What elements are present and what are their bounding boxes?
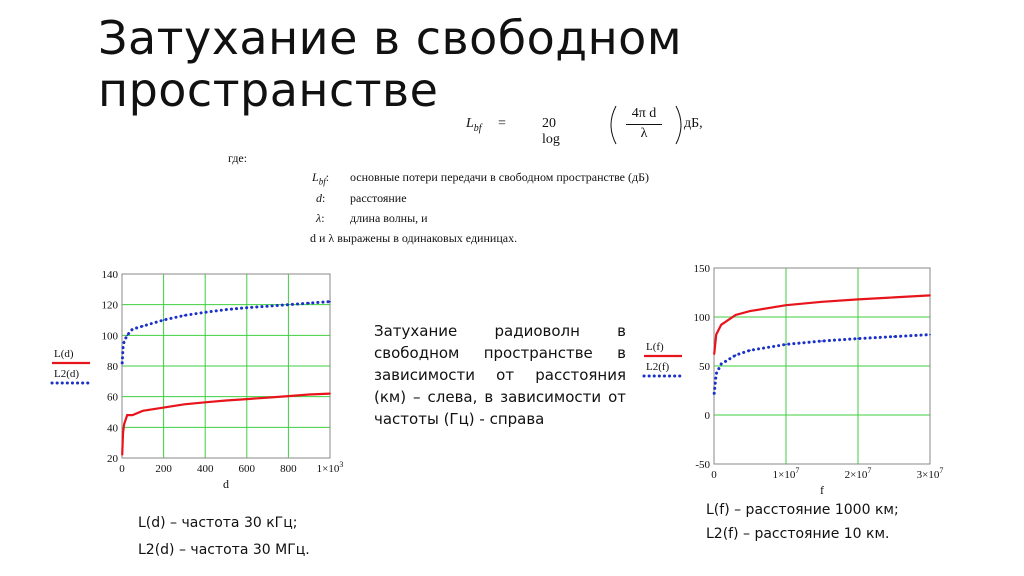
data-point	[123, 423, 125, 425]
data-point	[735, 354, 737, 356]
y-tick-label: 50	[699, 361, 710, 373]
data-point	[749, 310, 751, 312]
data-point	[123, 341, 125, 343]
x-tick-label: $1\times 10^3$	[316, 460, 344, 475]
x-tick-label: 600	[238, 463, 256, 475]
data-point	[929, 334, 931, 336]
data-point	[122, 347, 124, 349]
y-tick-label: 40	[107, 422, 118, 435]
data-point	[121, 454, 123, 456]
formula-unit: дБ,	[684, 116, 703, 131]
data-point	[204, 402, 206, 404]
series-line-2	[122, 302, 330, 363]
caption-right-1: L(f) – расстояние 1000 км;	[706, 502, 899, 518]
data-point	[267, 397, 269, 399]
data-point	[713, 393, 715, 395]
data-point	[132, 414, 134, 416]
y-tick-label: 0	[704, 410, 710, 422]
description: Затухание радиоволн в свободном пространстве в зависимости от расстояния (км) – слева, в зависимости от частоты (Гц) - справа	[374, 322, 626, 428]
data-point	[122, 433, 124, 435]
where-label: где:	[228, 151, 248, 165]
data-point	[720, 363, 722, 365]
slide-title: Затухание в свободном пространстве	[98, 11, 683, 117]
data-point	[142, 410, 144, 412]
formula-log: 20 log	[542, 116, 560, 147]
y-tick-label: 100	[693, 312, 710, 324]
x-tick-label: $2\times 10^7$	[844, 466, 872, 481]
data-point	[713, 353, 715, 355]
data-point	[735, 314, 737, 316]
y-tick-label: 20	[107, 453, 118, 465]
data-point	[715, 334, 717, 336]
data-point	[246, 307, 248, 309]
data-point	[929, 295, 931, 297]
series-line-1	[122, 394, 330, 455]
x-tick-label: 200	[155, 463, 172, 475]
x-tick-label: 400	[196, 463, 214, 475]
y-tick-label: 100	[101, 330, 118, 343]
x-tick-label: 0	[711, 469, 717, 481]
legend-label: L(d)	[54, 348, 74, 360]
y-tick-label: 150	[693, 263, 710, 275]
y-tick-label: 80	[107, 361, 118, 373]
data-point	[720, 324, 722, 326]
data-point	[246, 398, 248, 400]
fraction-line	[626, 124, 662, 125]
data-point	[329, 301, 331, 303]
chart-distance	[40, 262, 370, 502]
series-line-1	[714, 295, 930, 354]
series-line-2	[714, 335, 930, 394]
caption-left-1: L(d) – частота 30 кГц;	[138, 515, 298, 531]
chart-frequency	[640, 258, 956, 498]
formula-numerator: 4π d	[631, 106, 657, 121]
data-point	[308, 302, 310, 304]
formula-denominator: λ	[640, 126, 648, 141]
data-point	[821, 340, 823, 342]
data-point	[749, 350, 751, 352]
units-note: d и λ выражены в одинаковых единицах.	[310, 231, 518, 245]
data-point	[184, 404, 186, 406]
data-point	[142, 325, 144, 327]
y-tick-label: 140	[101, 269, 118, 281]
data-point	[288, 395, 290, 397]
data-point	[857, 338, 859, 340]
formula-lhs: $L_{bf}$	[466, 116, 482, 134]
x-tick-label: $3\times 10^7$	[916, 466, 944, 481]
legend-label: L2(f)	[646, 361, 670, 373]
data-point	[715, 373, 717, 375]
data-point	[121, 362, 123, 364]
x-tick-label: $1\times 10^7$	[772, 466, 800, 481]
x-axis-label: f	[820, 483, 824, 497]
x-tick-label: 800	[280, 463, 297, 475]
data-point	[893, 336, 895, 338]
data-point	[225, 309, 227, 311]
data-point	[225, 400, 227, 402]
legend-label: L(f)	[646, 341, 664, 353]
caption-right-2: L2(f) – расстояние 10 км.	[706, 526, 890, 542]
caption-left-2: L2(d) – частота 30 МГц.	[138, 542, 310, 558]
data-point	[132, 328, 134, 330]
data-point	[821, 301, 823, 303]
y-tick-label: 120	[101, 299, 118, 312]
data-point	[329, 393, 331, 395]
x-axis-label: d	[223, 477, 229, 491]
data-point	[267, 305, 269, 307]
data-point	[893, 297, 895, 299]
data-point	[126, 414, 128, 416]
data-point	[785, 304, 787, 306]
data-point	[163, 407, 165, 409]
formula-equals: =	[498, 116, 506, 131]
data-point	[857, 299, 859, 301]
data-point	[308, 394, 310, 396]
data-point	[126, 335, 128, 337]
y-tick-label: -50	[695, 459, 710, 471]
x-tick-label: 0	[119, 463, 125, 475]
data-point	[288, 304, 290, 306]
data-point	[184, 315, 186, 317]
data-point	[785, 344, 787, 346]
data-point	[163, 319, 165, 321]
y-tick-label: 60	[107, 391, 118, 404]
data-point	[204, 312, 206, 314]
legend-label: L2(d)	[54, 368, 80, 380]
